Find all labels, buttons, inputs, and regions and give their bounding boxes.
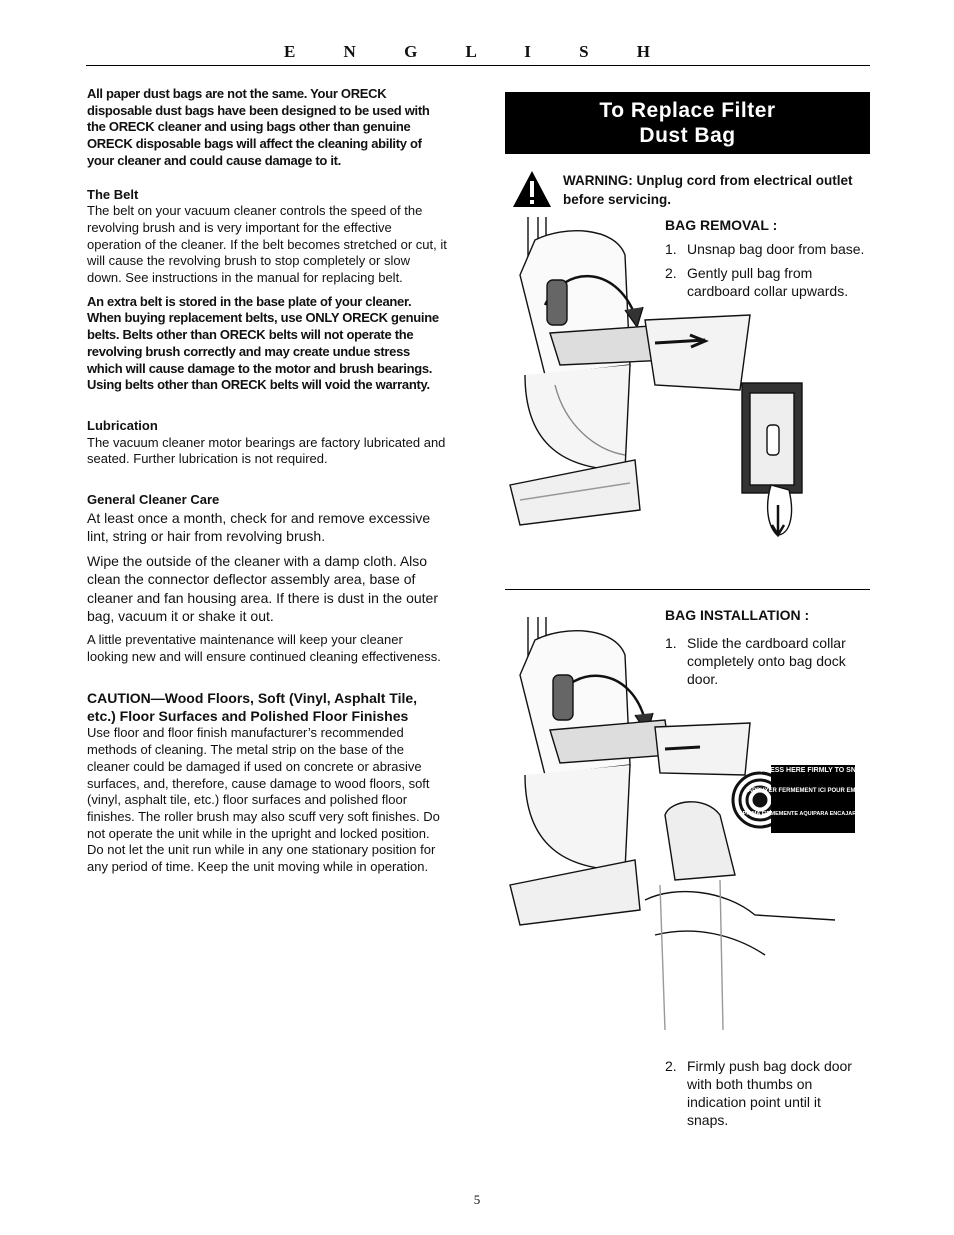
left-column <box>87 86 447 883</box>
caution-heading: CAUTION—Wood Floors, Soft (Vinyl, Asphalt Tile, etc.) Floor Surfaces and Polished Floor Finishes <box>87 690 418 725</box>
list-item: 1. Unsnap bag door from base. <box>665 241 865 257</box>
installation-steps-list-2 <box>665 1057 865 1135</box>
list-item: 1. Slide the cardboard collar completely onto bag dock door. <box>665 635 846 687</box>
bag-installation-illustration <box>505 615 888 1035</box>
header-rule <box>86 65 870 66</box>
section-divider <box>505 589 870 590</box>
care-text-3: A little preventative maintenance will keep your cleaner looking new and will ensure continued cleaning effectiveness. <box>87 631 441 664</box>
care-heading: General Cleaner Care <box>87 492 220 508</box>
bag-installation-heading: BAG INSTALLATION : <box>665 607 810 623</box>
bag-removal-heading: BAG REMOVAL : <box>665 217 778 233</box>
care-text-1: At least once a month, check for and remove excessive lint, string or hair from revolving brush. <box>87 509 431 544</box>
caution-text: Use floor and floor finish manufacturer’s recommended methods of cleaning. The metal strip on the base of the cleaner could be damaged if used on concrete or abrasive surfaces, and, therefore, cause damage to wood floors, soft (vinyl, asphalt tile, etc.) floor surfaces and polished floor finishes. The roller brush may also scuff very soft finishes. Do not operate the unit while in the upright and locked position. Do not let the unit run while in any one stationary position for any period of time. Keep the unit moving while in operation. <box>87 725 440 875</box>
bag-removal-illustration <box>505 215 870 545</box>
belt-heading: The Belt <box>87 186 139 202</box>
lubrication-text: The vacuum cleaner motor bearings are factory lubricated and seated. Further lubrication is not required. <box>87 434 446 467</box>
title-line-2: Dust Bag <box>639 124 736 147</box>
list-item: 2. Gently pull bag from cardboard collar upwards. <box>665 265 849 299</box>
intro-paragraph: All paper dust bags are not the same. Your ORECK disposable dust bags have been designed to be used with the ORECK cleaner and using bags other than genuine ORECK disposable bags will affect the cleaning ability of your cleaner and could cause damage to it. <box>87 86 430 168</box>
title-line-1: To Replace Filter <box>599 99 776 122</box>
care-text-2: Wipe the outside of the cleaner with a damp cloth. Also clean the connector deflector assembly area, base of cleaner and fan housing area. If there is dust in the outer bag, vacuum it or shake it out. <box>87 553 439 624</box>
snap-label-es: OPRIMA FIRMEMENTE AQUIPARA ENCAJAR A PRESION <box>738 811 888 817</box>
belt-warning-text: An extra belt is stored in the base plate of your cleaner. When buying replacement belts, use ONLY ORECK genuine belts. Belts other than ORECK belts will not operate the revolving brush correctly and may create undue stress which will cause damage to the motor and brush bearings. Using belts other than ORECK belts will void the warranty. <box>87 293 439 393</box>
page-number: 5 <box>473 1192 481 1207</box>
warning-text: WARNING: Unplug cord from electrical outlet before servicing. <box>563 173 853 207</box>
snap-label-fr: APPUYER FERMEMENT ICI POUR EMBOITER <box>747 788 879 794</box>
lubrication-heading: Lubrication <box>87 417 158 433</box>
belt-text: The belt on your vacuum cleaner controls the speed of the revolving brush and is very important for the effective operation of the cleaner. If the belt becomes stretched or cut, it will cause the revolving brush to stop completely or slow down. See instructions in the manual for replacing belt. <box>87 203 447 286</box>
list-item: 2. Firmly push bag dock door with both thumbs on indication point until it snaps. <box>665 1058 852 1128</box>
section-title-box <box>505 92 870 154</box>
warning-triangle-icon <box>512 170 552 208</box>
language-header: E N G L I S H <box>283 42 673 61</box>
snap-label-en: PRESS HERE FIRMLY TO SNAP <box>760 767 866 774</box>
